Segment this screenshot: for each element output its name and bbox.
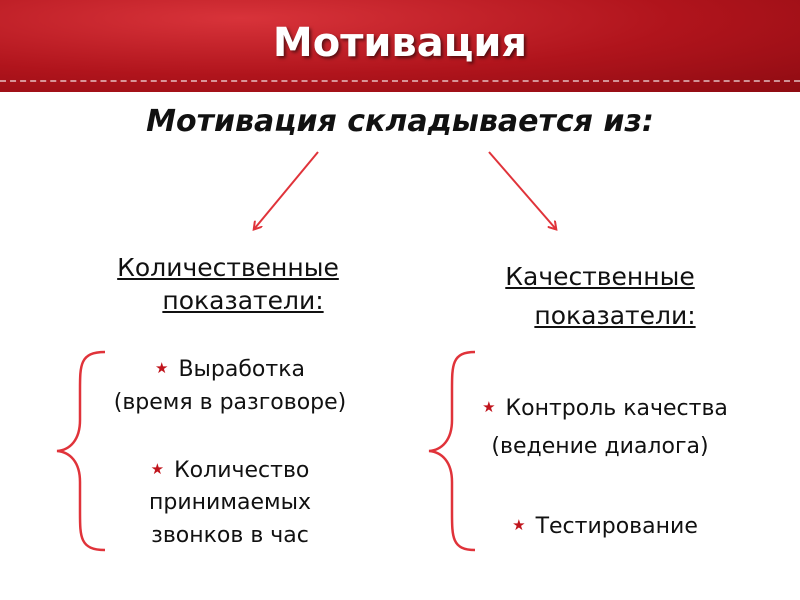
- left-item-2-name: Количество: [174, 458, 310, 483]
- left-item-2: [95, 453, 365, 487]
- star-bullet-icon: ★: [482, 398, 496, 416]
- star-bullet-icon: ★: [512, 516, 526, 534]
- right-heading-line2: показатели:: [534, 301, 696, 330]
- left-heading-line2: показатели:: [162, 286, 324, 315]
- left-item-2-detail-line1: принимаемых: [149, 490, 311, 515]
- star-bullet-icon: ★: [150, 460, 165, 478]
- star-bullet-icon: ★: [155, 359, 169, 377]
- left-item-1-detail: (время в разговоре): [113, 390, 347, 415]
- left-heading-line1: Количественные: [117, 253, 339, 282]
- left-item-2-detail-line2: звонков в час: [151, 523, 309, 548]
- slide-subtitle: Мотивация складывается из:: [146, 104, 654, 139]
- right-item-1-detail: (ведение диалога): [491, 434, 709, 459]
- left-item-1-name: Выработка: [178, 357, 305, 382]
- arrow-right: [489, 152, 555, 228]
- slide-title: Мотивация: [272, 20, 528, 66]
- right-item-1-name: Контроль качества: [505, 396, 728, 421]
- right-item-2: [470, 509, 740, 543]
- left-item-1: [95, 352, 365, 386]
- right-item-2-name: Тестирование: [535, 514, 698, 539]
- right-heading-line1: Качественные: [505, 262, 695, 291]
- right-item-1: [470, 391, 740, 425]
- arrow-left: [255, 152, 318, 228]
